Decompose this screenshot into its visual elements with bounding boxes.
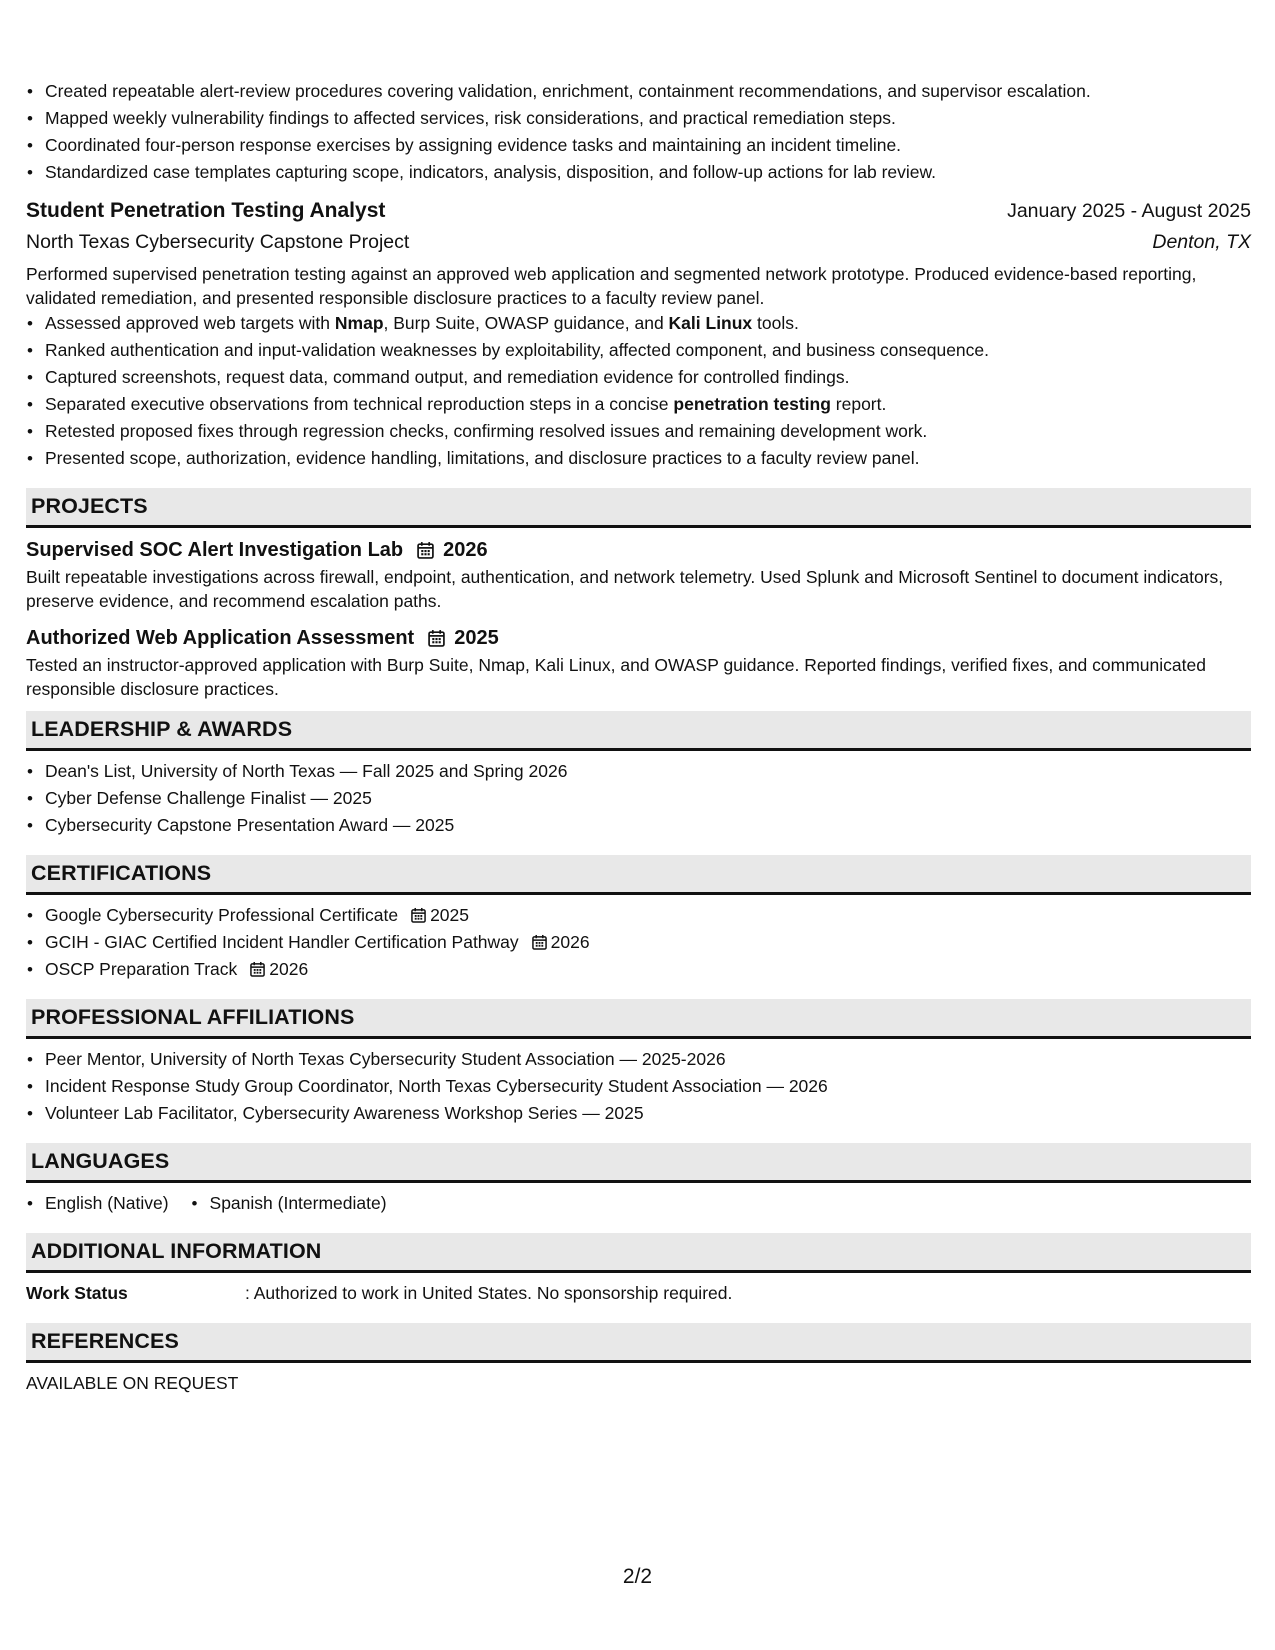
leadership-list (26, 758, 1251, 839)
list-item: • Peer Mentor, University of North Texas Cybersecurity Student Association — 2025-2026 (26, 1046, 1251, 1073)
resume-page (26, 78, 1251, 1397)
project-year: 2026 (443, 539, 488, 561)
section-header-projects (26, 488, 1251, 528)
list-item (26, 956, 1251, 983)
certification-year: 2026 (550, 932, 590, 952)
list-item: • Assessed approved web targets with Nmap, Burp Suite, OWASP guidance, and Kali Linux tools. (26, 310, 1251, 337)
list-item (26, 902, 1251, 929)
section-title: ADDITIONAL INFORMATION (31, 1239, 322, 1263)
list-item: • Mapped weekly vulnerability findings to affected services, risk considerations, and practical remediation steps. (26, 105, 1251, 132)
certification-name: Google Cybersecurity Professional Certificate (45, 905, 399, 925)
job-location: Denton, TX (1152, 231, 1251, 253)
calendar-icon (411, 907, 426, 923)
projects-list (26, 535, 1251, 701)
list-item: • Coordinated four-person response exercises by assigning evidence tasks and maintaining an incident timeline. (26, 132, 1251, 159)
project-description: Tested an instructor-approved application with Burp Suite, Nmap, Kali Linux, and OWASP guidance. Reported findings, verified fixes, and communicated responsible disclosure practices. (26, 655, 1206, 699)
calendar-icon (250, 961, 265, 977)
section-title: LANGUAGES (31, 1149, 170, 1173)
section-header-additional-information (26, 1233, 1251, 1273)
list-item: • Created repeatable alert-review procedures covering validation, enrichment, containment recommendations, and supervisor escalation. (26, 78, 1251, 105)
project-description: Built repeatable investigations across firewall, endpoint, authentication, and network telemetry. Used Splunk and Microsoft Sentinel to document indicators, preserve evidence, and recommend escalation paths. (26, 567, 1224, 611)
section-header-languages (26, 1143, 1251, 1183)
project-name: Supervised SOC Alert Investigation Lab (26, 539, 404, 561)
page-number: 2/2 (622, 1565, 653, 1588)
job-bullets (26, 310, 1251, 472)
job-dates: January 2025 - August 2025 (1007, 200, 1251, 222)
list-item: • English (Native) (26, 1190, 169, 1217)
list-item: • Retested proposed fixes through regression checks, confirming resolved issues and remaining development work. (26, 418, 1251, 445)
section-title: LEADERSHIP & AWARDS (31, 717, 293, 741)
affiliations-list (26, 1046, 1251, 1127)
languages-list (26, 1190, 1251, 1217)
calendar-icon (532, 934, 547, 950)
certification-name: GCIH - GIAC Certified Incident Handler Certification Pathway (45, 932, 519, 952)
certifications-list (26, 902, 1251, 983)
calendar-icon (417, 541, 434, 559)
section-title: REFERENCES (31, 1329, 179, 1353)
list-item: • Cybersecurity Capstone Presentation Award — 2025 (26, 812, 1251, 839)
project-item (26, 535, 1251, 613)
list-item: • Cyber Defense Challenge Finalist — 2025 (26, 785, 1251, 812)
work-status-row (26, 1280, 1251, 1307)
references-text: AVAILABLE ON REQUEST (26, 1373, 239, 1393)
list-item: • Dean's List, University of North Texas — Fall 2025 and Spring 2026 (26, 758, 1251, 785)
job-header (26, 195, 1251, 227)
job-summary: Performed supervised penetration testing against an approved web application and segmented network prototype. Produced evidence-based reporting, validated remediation, and presented responsible disclosure practices to a faculty review panel. (26, 264, 1197, 308)
certification-year: 2026 (269, 959, 309, 979)
job-title: Student Penetration Testing Analyst (26, 199, 386, 222)
section-header-affiliations (26, 999, 1251, 1039)
experience-bullets (26, 78, 1251, 186)
list-item: • Separated executive observations from technical reproduction steps in a concise penetration testing report. (26, 391, 1251, 418)
project-year: 2025 (454, 627, 499, 649)
certification-name: OSCP Preparation Track (45, 959, 238, 979)
project-name: Authorized Web Application Assessment (26, 627, 415, 649)
job-subheader (26, 227, 1251, 258)
certification-year: 2025 (430, 905, 470, 925)
section-title: CERTIFICATIONS (31, 861, 212, 885)
list-item: • Incident Response Study Group Coordinator, North Texas Cybersecurity Student Association — 2026 (26, 1073, 1251, 1100)
project-item (26, 623, 1251, 701)
project-header (26, 535, 1251, 565)
section-header-references (26, 1323, 1251, 1363)
list-item (26, 929, 1251, 956)
job-organization: North Texas Cybersecurity Capstone Project (26, 231, 410, 253)
section-header-leadership (26, 711, 1251, 751)
list-item: • Presented scope, authorization, evidence handling, limitations, and disclosure practices to a faculty review panel. (26, 445, 1251, 472)
list-item: • Captured screenshots, request data, command output, and remediation evidence for controlled findings. (26, 364, 1251, 391)
list-item: • Volunteer Lab Facilitator, Cybersecurity Awareness Workshop Series — 2025 (26, 1100, 1251, 1127)
work-status-label: Work Status (26, 1283, 128, 1303)
list-item: • Ranked authentication and input-validation weaknesses by exploitability, affected component, and business consequence. (26, 337, 1251, 364)
list-item: • Spanish (Intermediate) (191, 1190, 387, 1217)
work-status-value: : Authorized to work in United States. No sponsorship required. (245, 1283, 733, 1303)
section-header-certifications (26, 855, 1251, 895)
section-title: PROJECTS (31, 494, 148, 518)
project-header (26, 623, 1251, 653)
list-item: • Standardized case templates capturing scope, indicators, analysis, disposition, and follow-up actions for lab review. (26, 159, 1251, 186)
calendar-icon (428, 629, 445, 647)
section-title: PROFESSIONAL AFFILIATIONS (31, 1005, 355, 1029)
